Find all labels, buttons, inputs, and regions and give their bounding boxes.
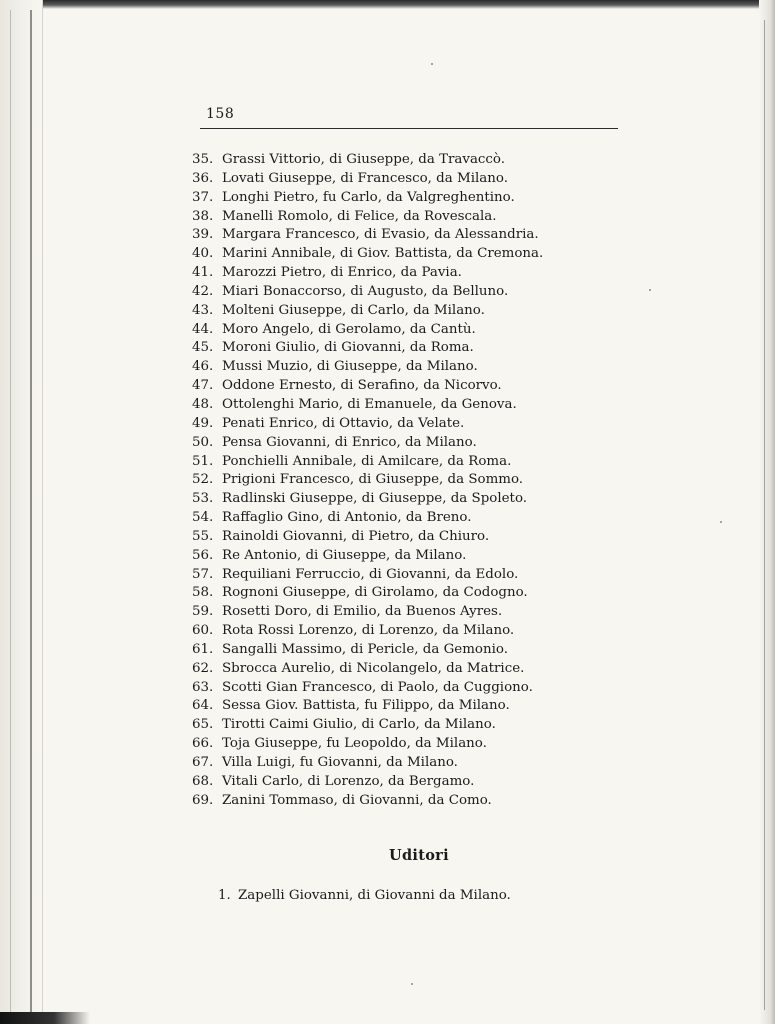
student-list bbox=[192, 151, 612, 811]
entry-text: Zapelli Giovanni, di Giovanni da Milano. bbox=[238, 888, 511, 903]
list-item bbox=[192, 735, 612, 754]
list-item bbox=[192, 603, 612, 622]
entry-text: Penati Enrico, di Ottavio, da Velate. bbox=[222, 415, 465, 431]
list-item bbox=[192, 679, 612, 698]
entry-text: Rota Rossi Lorenzo, di Lorenzo, da Milano. bbox=[222, 623, 515, 639]
entry-text: Ottolenghi Mario, di Emanuele, da Genova. bbox=[222, 396, 517, 412]
entry-number: 59. bbox=[192, 604, 214, 620]
entry-text: Marini Annibale, di Giov. Battista, da Cremona. bbox=[222, 246, 544, 262]
list-item bbox=[192, 170, 612, 189]
list-item bbox=[192, 208, 612, 227]
list-item bbox=[192, 434, 612, 453]
entry-number: 38. bbox=[192, 208, 214, 224]
list-item bbox=[192, 339, 612, 358]
page-number: 158 bbox=[206, 106, 235, 122]
entry-number: 69. bbox=[192, 792, 214, 808]
entry-text: Rainoldi Giovanni, di Pietro, da Chiuro. bbox=[222, 528, 490, 544]
entry-number: 67. bbox=[192, 755, 214, 770]
list-item bbox=[192, 641, 612, 660]
entry-text: Vitali Carlo, di Lorenzo, da Bergamo. bbox=[222, 773, 475, 789]
entry-number: 68. bbox=[192, 773, 214, 789]
entry-number: 40. bbox=[192, 246, 214, 262]
list-item bbox=[192, 283, 612, 302]
list-item bbox=[192, 189, 612, 208]
list-item bbox=[192, 396, 612, 415]
entry-number: 50. bbox=[192, 434, 214, 450]
page-top-edge bbox=[0, 0, 775, 9]
gutter-line bbox=[30, 10, 32, 1020]
entry-number: 44. bbox=[192, 321, 214, 337]
list-item bbox=[192, 226, 612, 245]
list-item bbox=[192, 584, 612, 603]
list-item bbox=[192, 716, 612, 735]
entry-number: 56. bbox=[192, 547, 214, 563]
entry-number: 1. bbox=[218, 888, 231, 903]
list-item bbox=[192, 660, 612, 679]
entry-text: Grassi Vittorio, di Giuseppe, da Travaccò. bbox=[222, 152, 506, 167]
paper-speck bbox=[411, 983, 413, 985]
entry-text: Pensa Giovanni, di Enrico, da Milano. bbox=[222, 434, 477, 450]
entry-text: Longhi Pietro, fu Carlo, da Valgreghentino. bbox=[222, 189, 515, 205]
entry-text: Sessa Giov. Battista, fu Filippo, da Milano. bbox=[222, 698, 510, 714]
entry-number: 63. bbox=[192, 679, 214, 695]
list-item bbox=[192, 547, 612, 566]
list-item bbox=[192, 509, 612, 528]
entry-number: 41. bbox=[192, 265, 214, 281]
entry-number: 39. bbox=[192, 227, 214, 243]
entry-number: 37. bbox=[192, 189, 214, 205]
entry-text: Miari Bonaccorso, di Augusto, da Belluno. bbox=[222, 283, 509, 299]
entry-number: 35. bbox=[192, 152, 214, 167]
entry-text: Radlinski Giuseppe, di Giuseppe, da Spoleto. bbox=[222, 491, 528, 507]
entry-text: Villa Luigi, fu Giovanni, da Milano. bbox=[222, 755, 458, 770]
list-item bbox=[192, 471, 612, 490]
entry-number: 45. bbox=[192, 340, 214, 356]
entry-text: Toja Giuseppe, fu Leopoldo, da Milano. bbox=[222, 736, 487, 752]
list-item bbox=[192, 453, 612, 472]
entry-number: 66. bbox=[192, 736, 214, 752]
entry-text: Manelli Romolo, di Felice, da Rovescala. bbox=[222, 208, 497, 224]
entry-number: 46. bbox=[192, 359, 214, 375]
entry-number: 57. bbox=[192, 566, 214, 582]
entry-number: 64. bbox=[192, 698, 214, 714]
list-item bbox=[192, 358, 612, 377]
entry-text: Lovati Giuseppe, di Francesco, da Milano. bbox=[222, 170, 508, 186]
entry-text: Moro Angelo, di Gerolamo, da Cantù. bbox=[222, 321, 476, 337]
entry-text: Moroni Giulio, di Giovanni, da Roma. bbox=[222, 340, 474, 356]
entry-text: Sbrocca Aurelio, di Nicolangelo, da Matrice. bbox=[222, 660, 525, 676]
entry-number: 51. bbox=[192, 453, 214, 469]
entry-text: Sangalli Massimo, di Pericle, da Gemonio. bbox=[222, 641, 508, 657]
entry-number: 53. bbox=[192, 491, 214, 507]
entry-number: 58. bbox=[192, 585, 214, 601]
list-item bbox=[192, 302, 612, 321]
list-item bbox=[192, 754, 612, 773]
list-item bbox=[192, 377, 612, 396]
entry-number: 47. bbox=[192, 378, 214, 394]
entry-number: 55. bbox=[192, 528, 214, 544]
entry-number: 54. bbox=[192, 510, 214, 526]
entry-number: 65. bbox=[192, 717, 214, 733]
entry-text: Requiliani Ferruccio, di Giovanni, da Edolo. bbox=[222, 566, 519, 582]
entry-text: Tirotti Caimi Giulio, di Carlo, da Milano. bbox=[222, 717, 496, 733]
entry-text: Scotti Gian Francesco, di Paolo, da Cuggiono. bbox=[222, 679, 533, 695]
entry-number: 36. bbox=[192, 170, 214, 186]
entry-text: Margara Francesco, di Evasio, da Alessandria. bbox=[222, 227, 539, 243]
entry-text: Rognoni Giuseppe, di Girolamo, da Codogno. bbox=[222, 585, 528, 601]
entry-text: Zanini Tommaso, di Giovanni, da Como. bbox=[222, 792, 492, 808]
list-item bbox=[192, 528, 612, 547]
list-item bbox=[192, 792, 612, 811]
list-item bbox=[218, 887, 511, 906]
list-item bbox=[192, 264, 612, 283]
gutter-line-outer bbox=[10, 10, 11, 1020]
entry-number: 61. bbox=[192, 641, 214, 657]
paper-speck bbox=[649, 289, 651, 291]
entry-number: 62. bbox=[192, 660, 214, 676]
entry-text: Raffaglio Gino, di Antonio, da Breno. bbox=[222, 510, 472, 526]
right-edge-line bbox=[764, 20, 765, 1010]
binding-gutter bbox=[0, 0, 43, 1024]
section-heading-uditori: Uditori bbox=[389, 847, 449, 864]
list-item bbox=[192, 245, 612, 264]
entry-number: 42. bbox=[192, 283, 214, 299]
scan-corner-mark bbox=[0, 1012, 90, 1024]
entry-number: 43. bbox=[192, 302, 214, 318]
list-item bbox=[192, 697, 612, 716]
list-item bbox=[192, 415, 612, 434]
entry-text: Marozzi Pietro, di Enrico, da Pavia. bbox=[222, 265, 462, 281]
entry-text: Rosetti Doro, di Emilio, da Buenos Ayres. bbox=[222, 604, 503, 620]
entry-text: Ponchielli Annibale, di Amilcare, da Roma. bbox=[222, 453, 512, 469]
entry-text: Molteni Giuseppe, di Carlo, da Milano. bbox=[222, 302, 485, 318]
entry-number: 52. bbox=[192, 472, 214, 488]
uditori-list bbox=[218, 887, 511, 906]
entry-text: Re Antonio, di Giuseppe, da Milano. bbox=[222, 547, 467, 563]
paper-speck bbox=[720, 521, 722, 523]
paper-speck bbox=[431, 63, 433, 65]
list-item bbox=[192, 321, 612, 340]
list-item bbox=[192, 151, 612, 170]
entry-text: Oddone Ernesto, di Serafino, da Nicorvo. bbox=[222, 378, 502, 394]
list-item bbox=[192, 773, 612, 792]
entry-number: 48. bbox=[192, 396, 214, 412]
list-item bbox=[192, 566, 612, 585]
header-rule bbox=[200, 128, 618, 129]
entry-number: 60. bbox=[192, 623, 214, 639]
list-item bbox=[192, 490, 612, 509]
entry-number: 49. bbox=[192, 415, 214, 431]
page-right-edge bbox=[759, 0, 775, 1024]
list-item bbox=[192, 622, 612, 641]
entry-text: Mussi Muzio, di Giuseppe, da Milano. bbox=[222, 359, 478, 375]
entry-text: Prigioni Francesco, di Giuseppe, da Sommo. bbox=[222, 472, 524, 488]
